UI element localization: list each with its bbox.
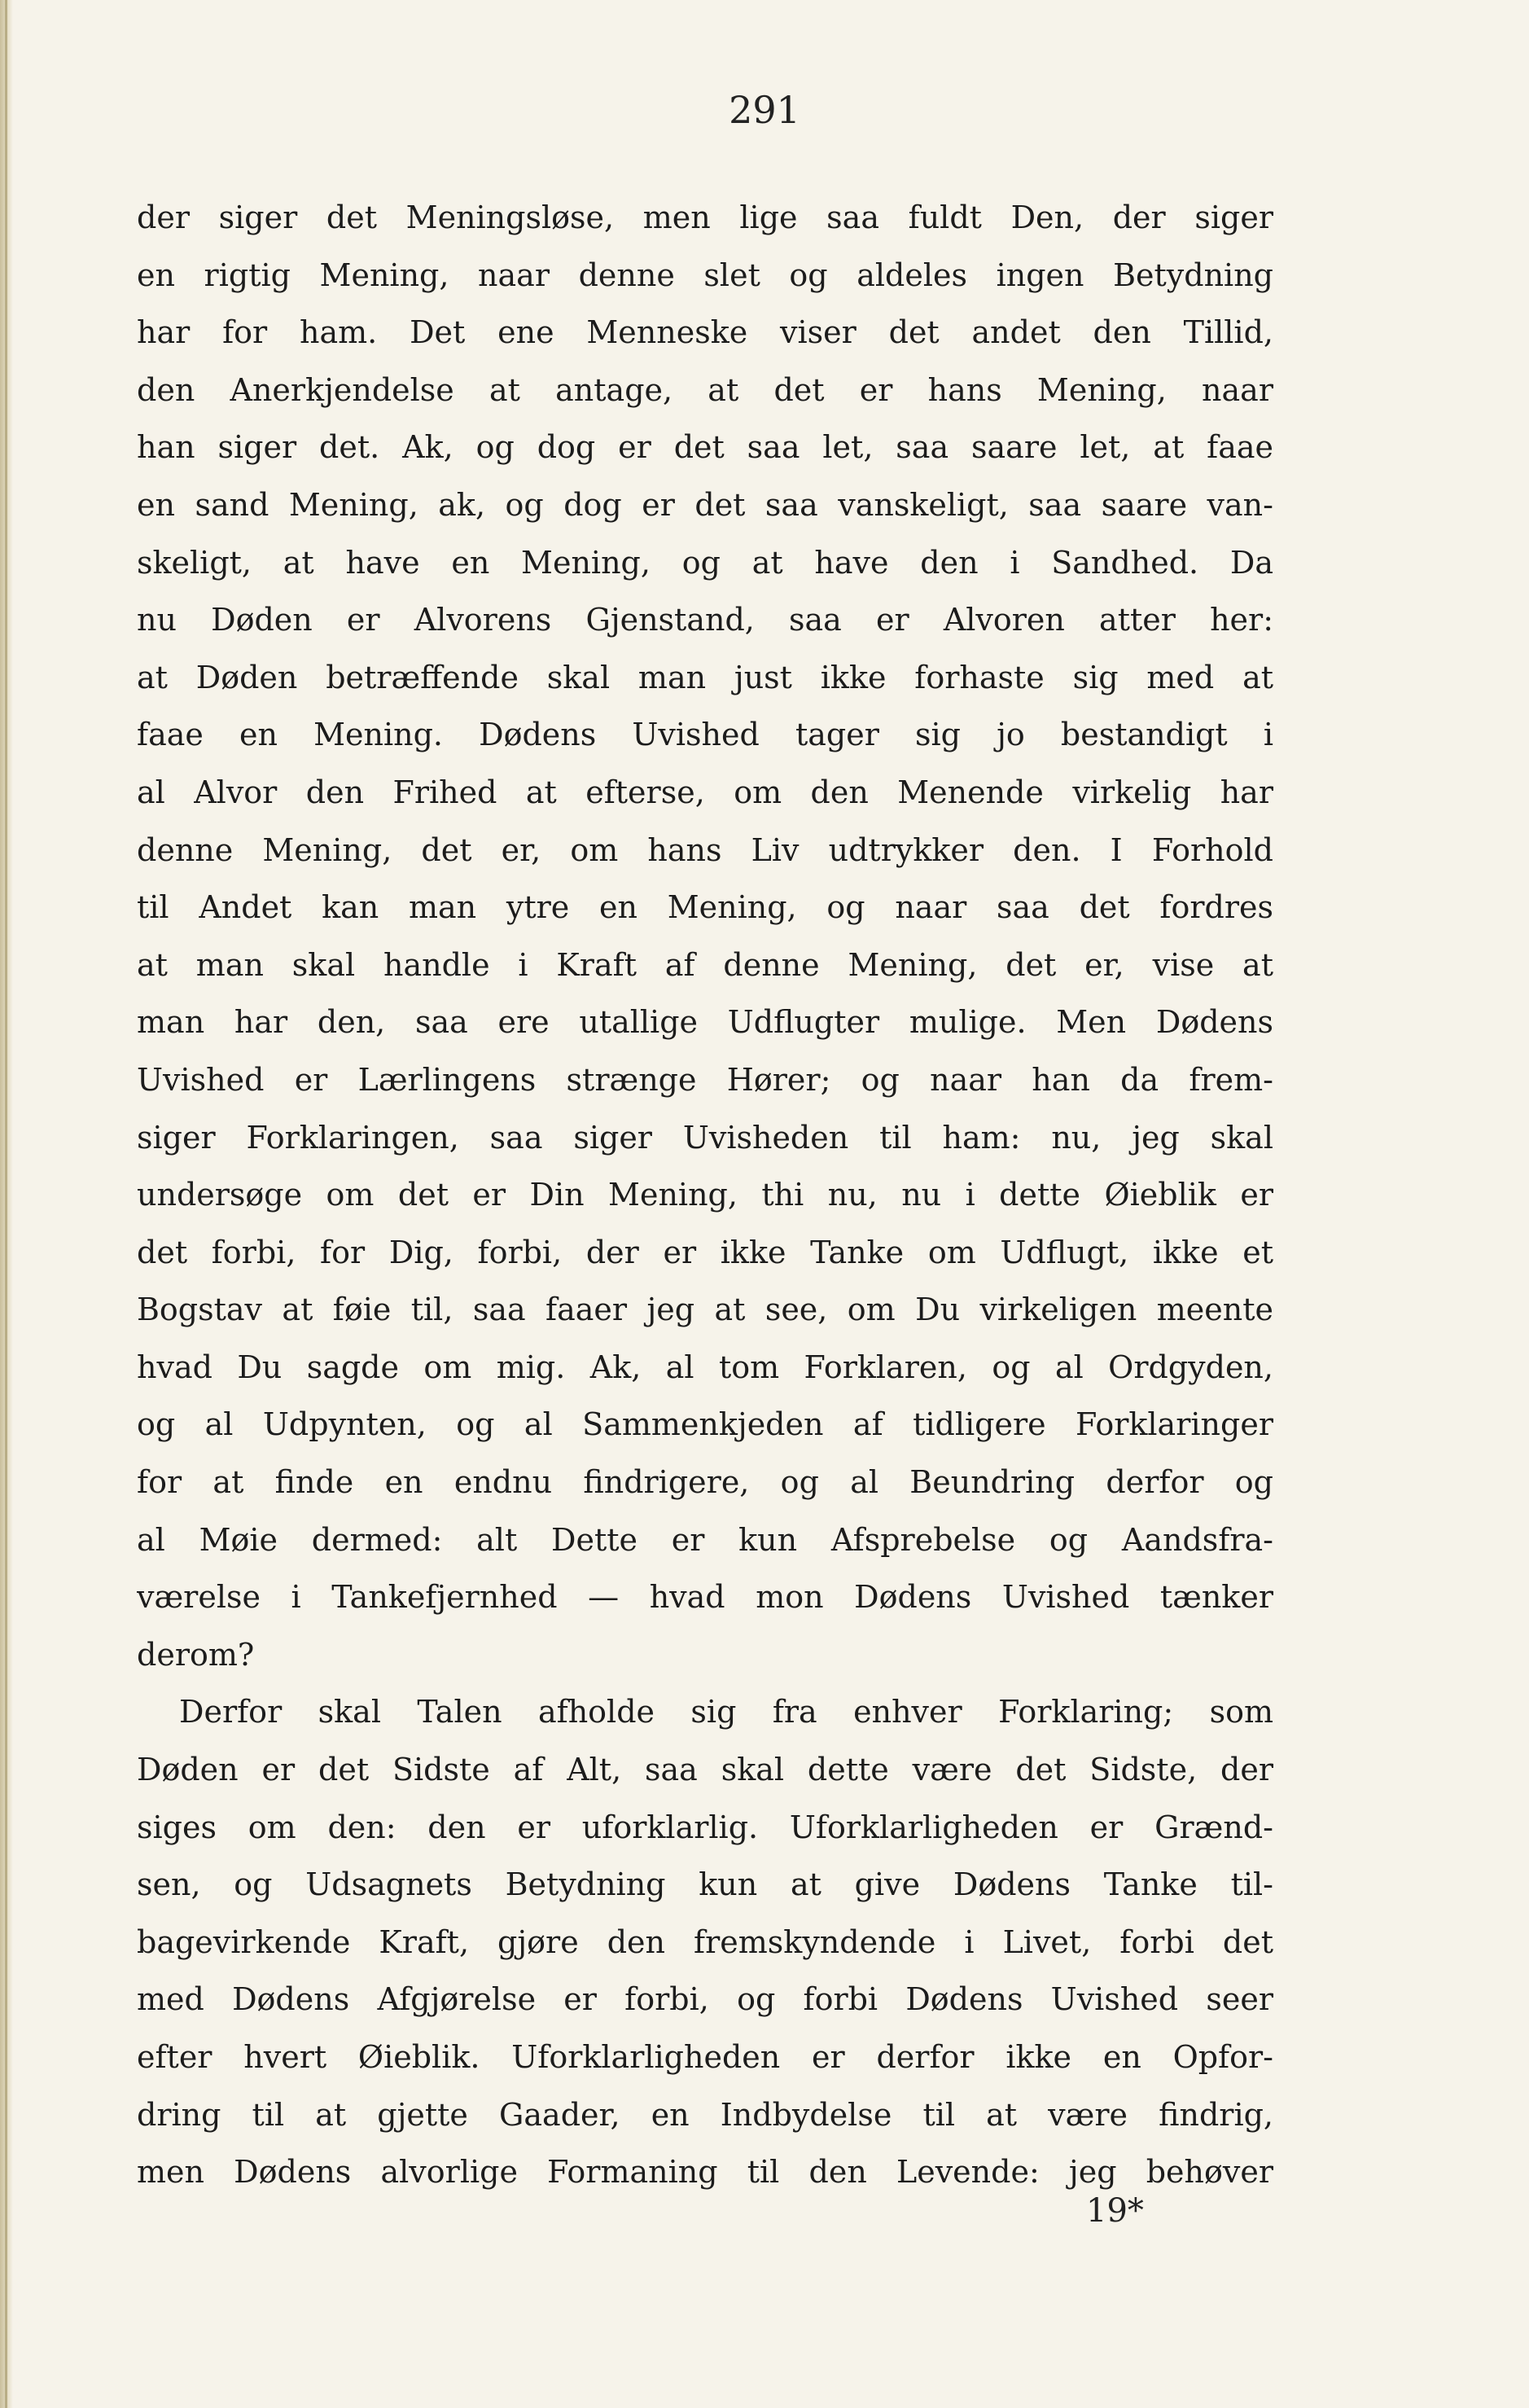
text-line: al Alvor den Frihed at efterse, om den Menende virkelig har [137, 774, 1273, 810]
text-line: hvad Du sagde om mig. Ak, al tom Forklaren, og al Ordgyden, [137, 1349, 1273, 1385]
text-line: bagevirkende Kraft, gjøre den fremskyndende i Livet, forbi det [137, 1923, 1273, 1960]
body-text [137, 189, 1273, 2201]
text-line: siges om den: den er uforklarlig. Uforklarligheden er Grænd- [137, 1809, 1273, 1845]
signature-mark: 19* [1086, 2192, 1144, 2230]
text-line: den Anerkjendelse at antage, at det er hans Mening, naar [137, 371, 1273, 408]
text-line: han siger det. Ak, og dog er det saa let, saa saare let, at faae [137, 429, 1273, 466]
text-line: undersøge om det er Din Mening, thi nu, nu i dette Øieblik er [137, 1177, 1273, 1213]
text-line: siger Forklaringen, saa siger Uvisheden til ham: nu, jeg skal [137, 1119, 1273, 1156]
text-line: nu Døden er Alvorens Gjenstand, saa er Alvoren atter her: [137, 602, 1273, 638]
text-line: værelse i Tankefjernhed — hvad mon Dødens Uvished tænker [137, 1579, 1273, 1616]
text-line: skeligt, at have en Mening, og at have den i Sandhed. Da [137, 544, 1273, 581]
text-line: for at finde en endnu findrigere, og al Beundring derfor og [137, 1464, 1273, 1501]
text-line: Uvished er Lærlingens strænge Hører; og naar han da frem- [137, 1061, 1273, 1098]
text-line: denne Mening, det er, om hans Liv udtrykker den. I Forhold [137, 831, 1273, 868]
text-line: til Andet kan man ytre en Mening, og naar saa det fordres [137, 889, 1273, 926]
text-line: en rigtig Mening, naar denne slet og aldeles ingen Betydning [137, 257, 1273, 293]
text-line: dring til at gjette Gaader, en Indbydelse til at være findrig, [137, 2096, 1273, 2133]
text-line: og al Udpynten, og al Sammenkjeden af tidligere Forklaringer [137, 1406, 1273, 1443]
text-line: har for ham. Det ene Menneske viser det andet den Tillid, [137, 314, 1273, 351]
text-line: faae en Mening. Dødens Uvished tager sig jo bestandigt i [137, 717, 1273, 753]
page-number: 291 [729, 88, 800, 132]
text-line: Døden er det Sidste af Alt, saa skal dette være det Sidste, der [137, 1752, 1273, 1788]
text-line: efter hvert Øieblik. Uforklarligheden er derfor ikke en Opfor- [137, 2039, 1273, 2075]
text-line: at Døden betræffende skal man just ikke forhaste sig med at [137, 659, 1273, 695]
text-line: al Møie dermed: alt Dette er kun Afsprebelse og Aandsfra- [137, 1521, 1273, 1558]
text-line: med Dødens Afgjørelse er forbi, og forbi Dødens Uvished seer [137, 1981, 1273, 2018]
text-line: Derfor skal Talen afholde sig fra enhver Forklaring; som [179, 1694, 1273, 1730]
text-line: der siger det Meningsløse, men lige saa fuldt Den, der siger [137, 200, 1273, 235]
page-binding-line [5, 0, 7, 2408]
text-line: Bogstav at føie til, saa faaer jeg at see, om Du virkeligen meente [137, 1292, 1273, 1328]
text-line: sen, og Udsagnets Betydning kun at give Dødens Tanke til- [137, 1866, 1273, 1903]
text-line: men Dødens alvorlige Formaning til den Levende: jeg behøver [137, 2154, 1273, 2191]
text-line: det forbi, for Dig, forbi, der er ikke Tanke om Udflugt, ikke et [137, 1234, 1273, 1270]
text-line: derom? [137, 1636, 255, 1673]
text-line: man har den, saa ere utallige Udflugter mulige. Men Dødens [137, 1004, 1273, 1041]
text-line: en sand Mening, ak, og dog er det saa vanskeligt, saa saare van- [137, 486, 1273, 523]
text-line: at man skal handle i Kraft af denne Mening, det er, vise at [137, 946, 1273, 983]
